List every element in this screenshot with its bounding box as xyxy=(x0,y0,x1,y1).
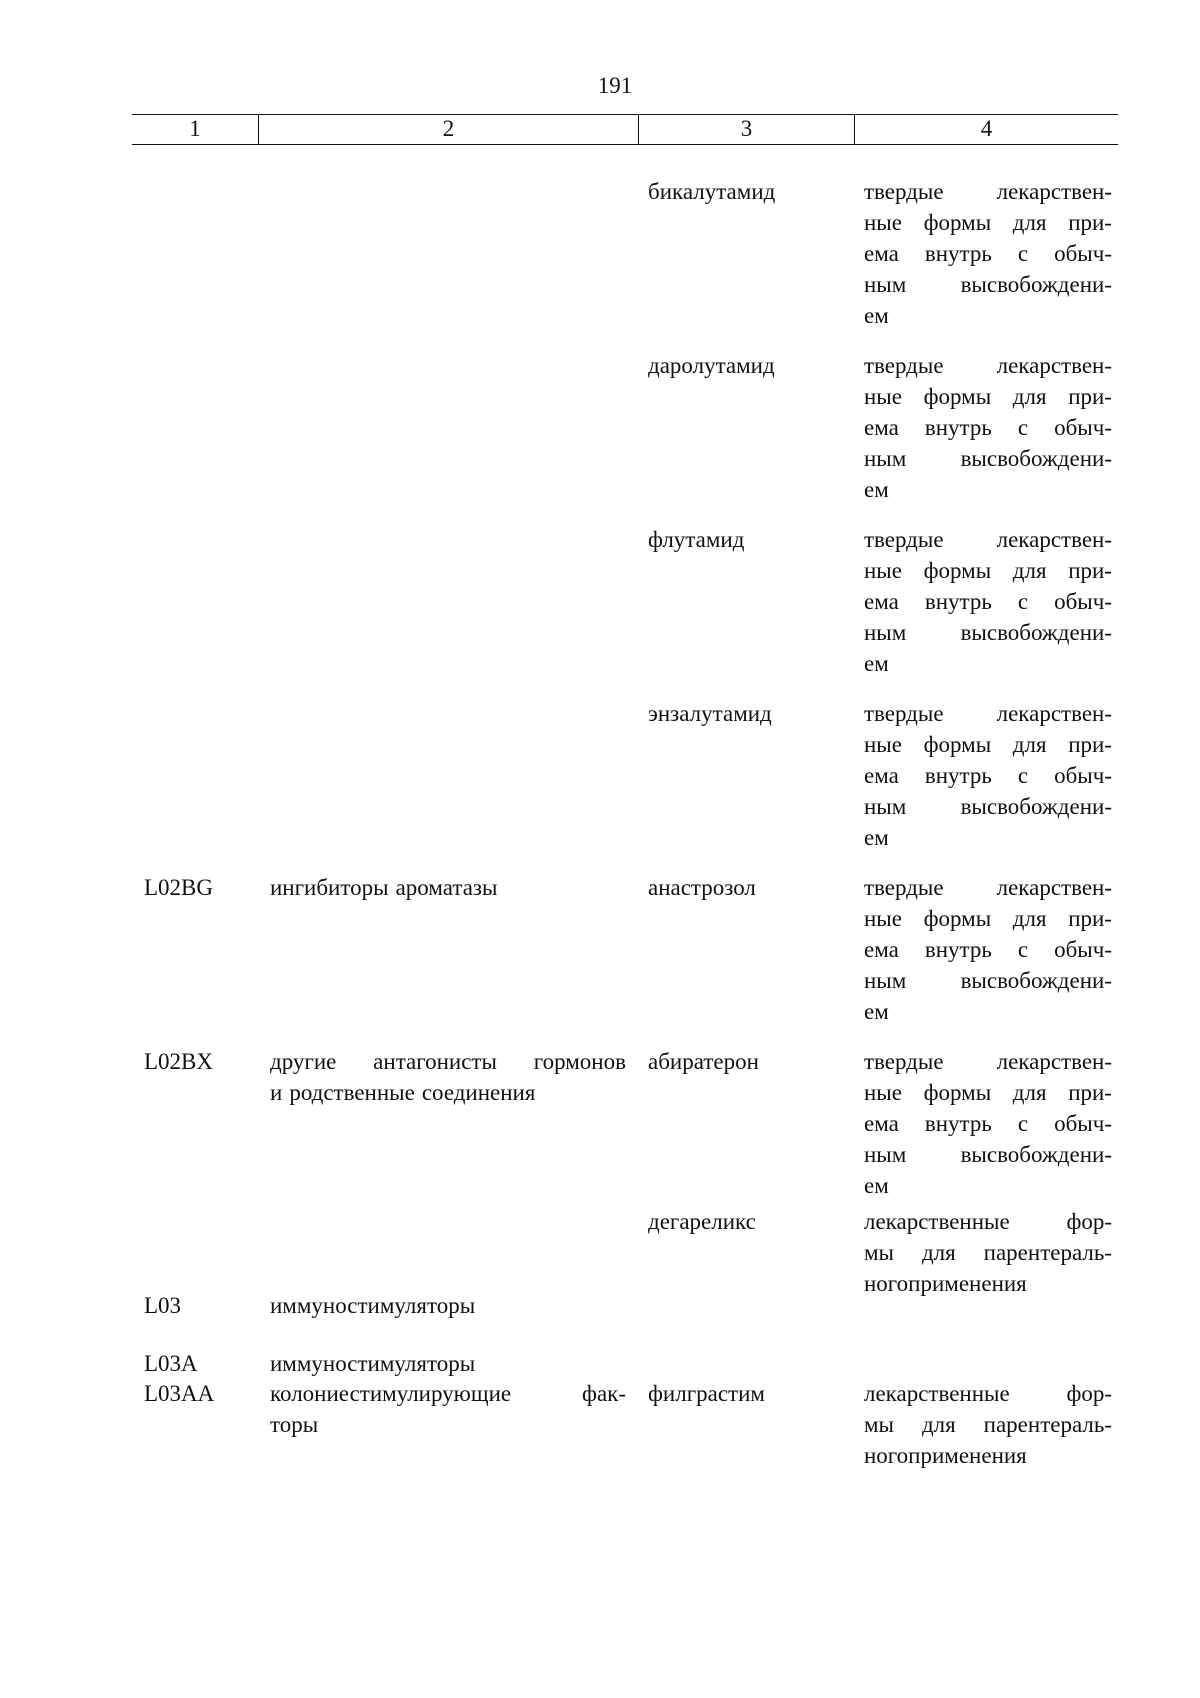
dosage-form-word: фор- xyxy=(1066,1381,1112,1406)
dosage-form-word: ного xyxy=(864,1271,909,1296)
dosage-form-word: ным xyxy=(864,620,907,645)
dosage-form-word: парентераль- xyxy=(983,1412,1112,1437)
dosage-form-word: ные xyxy=(864,732,902,757)
dosage-form-line xyxy=(864,903,1112,934)
group-name-word: соединения xyxy=(421,1080,536,1105)
group-name-word: ароматазы xyxy=(395,875,498,900)
dosage-form-line xyxy=(864,412,1112,443)
dosage-form-word: фор- xyxy=(1066,1209,1112,1234)
dosage-form-word: ным xyxy=(864,272,907,297)
drug-name: дегареликс xyxy=(648,1209,756,1234)
dosage-form-word: лекарствен- xyxy=(996,701,1112,726)
dosage-form-word: ем xyxy=(864,651,889,676)
dosage-form-line xyxy=(864,350,1112,381)
group-name-line xyxy=(270,1409,626,1440)
dosage-form-word: ем xyxy=(864,477,889,502)
dosage-form-line xyxy=(864,586,1112,617)
header-col-1: 1 xyxy=(189,116,201,141)
group-name-line xyxy=(270,1348,626,1379)
drug-name: абиратерон xyxy=(648,1049,759,1074)
group-name-word: фак- xyxy=(582,1381,626,1406)
dosage-form-word: мы xyxy=(864,1240,895,1265)
dosage-form-word: внутрь xyxy=(924,1111,992,1136)
dosage-form xyxy=(864,1206,1112,1299)
dosage-form-word: с xyxy=(1017,241,1029,266)
dosage-form-word: с xyxy=(1017,589,1029,614)
dosage-form-line xyxy=(864,1108,1112,1139)
dosage-form-line xyxy=(864,729,1112,760)
dosage-form xyxy=(864,1378,1112,1471)
page-number: 191 xyxy=(597,73,633,98)
drug-name: энзалутамид xyxy=(648,701,772,726)
dosage-form-word: ного xyxy=(864,1443,909,1468)
dosage-form-word: внутрь xyxy=(924,241,992,266)
dosage-form xyxy=(864,872,1112,1027)
dosage-form-word: лекарствен- xyxy=(996,1049,1112,1074)
dosage-form-line xyxy=(864,934,1112,965)
dosage-form-line xyxy=(864,1077,1112,1108)
group-name-line xyxy=(270,872,626,903)
dosage-form-word: высвобождени- xyxy=(960,620,1112,645)
dosage-form-line xyxy=(864,381,1112,412)
header-col-2: 2 xyxy=(258,115,638,144)
dosage-form-word: с xyxy=(1017,415,1029,440)
dosage-form-word: твердые xyxy=(864,1049,944,1074)
dosage-form-word: твердые xyxy=(864,875,944,900)
dosage-form-word: ные xyxy=(864,1080,902,1105)
dosage-form-word: ные xyxy=(864,384,902,409)
drug-name: флутамид xyxy=(648,527,745,552)
dosage-form-line xyxy=(864,1046,1112,1077)
dosage-form-word: с xyxy=(1017,763,1029,788)
dosage-form-word: обыч- xyxy=(1054,415,1112,440)
dosage-form-line xyxy=(864,176,1112,207)
dosage-form-line xyxy=(864,760,1112,791)
dosage-form xyxy=(864,1046,1112,1201)
group-name-word: гормонов xyxy=(533,1049,626,1074)
dosage-form-word: лекарственные xyxy=(864,1209,1010,1234)
header-col-4: 4 xyxy=(854,115,1118,144)
dosage-form-word: ема xyxy=(864,415,899,440)
anatomical-therapeutic-group xyxy=(270,872,626,903)
dosage-form-word: лекарствен- xyxy=(996,353,1112,378)
dosage-form-word: твердые xyxy=(864,179,944,204)
dosage-form-line xyxy=(864,443,1112,474)
dosage-form-word: внутрь xyxy=(924,415,992,440)
dosage-form-word: обыч- xyxy=(1054,241,1112,266)
dosage-form-word: парентераль- xyxy=(983,1240,1112,1265)
dosage-form-word: лекарствен- xyxy=(996,527,1112,552)
dosage-form-word: обыч- xyxy=(1054,589,1112,614)
dosage-form-word: ем xyxy=(864,303,889,328)
dosage-form-line xyxy=(864,1440,1112,1471)
dosage-form-line xyxy=(864,648,1112,679)
group-name-word: ингибиторы xyxy=(270,875,389,900)
dosage-form-word: твердые xyxy=(864,527,944,552)
group-name-word: колониестимулирующие xyxy=(270,1381,512,1406)
anatomical-therapeutic-group xyxy=(270,1290,626,1321)
dosage-form-word: ные xyxy=(864,558,902,583)
dosage-form-word: для xyxy=(1012,732,1047,757)
dosage-form-word: ема xyxy=(864,241,899,266)
group-name-line xyxy=(270,1290,626,1321)
dosage-form-word: формы xyxy=(923,906,992,931)
dosage-form-word: ным xyxy=(864,1142,907,1167)
dosage-form-line xyxy=(864,822,1112,853)
dosage-form-line xyxy=(864,617,1112,648)
dosage-form-word: лекарствен- xyxy=(996,875,1112,900)
drug-name: анастрозол xyxy=(648,875,756,900)
dosage-form-word: при- xyxy=(1068,906,1112,931)
dosage-form-word: внутрь xyxy=(924,937,992,962)
dosage-form-word: для xyxy=(1012,906,1047,931)
dosage-form xyxy=(864,524,1112,679)
dosage-form-word: обыч- xyxy=(1054,937,1112,962)
dosage-form-line xyxy=(864,1237,1112,1268)
dosage-form-word: ем xyxy=(864,999,889,1024)
dosage-form-word: твердые xyxy=(864,701,944,726)
group-name-line xyxy=(270,1378,626,1409)
group-name-word: антагонисты xyxy=(373,1049,497,1074)
dosage-form-line xyxy=(864,1206,1112,1237)
drug-name: филграстим xyxy=(648,1381,765,1406)
dosage-form-word: для xyxy=(1012,558,1047,583)
dosage-form-line xyxy=(864,207,1112,238)
dosage-form-word: ема xyxy=(864,763,899,788)
dosage-form-word: при- xyxy=(1068,558,1112,583)
dosage-form-line xyxy=(864,1378,1112,1409)
dosage-form-word: лекарствен- xyxy=(996,179,1112,204)
dosage-form-word: с xyxy=(1017,937,1029,962)
dosage-form-word: формы xyxy=(923,210,992,235)
atc-code: L02BG xyxy=(144,875,213,900)
group-name-word: торы xyxy=(270,1412,319,1437)
anatomical-therapeutic-group xyxy=(270,1348,626,1379)
dosage-form-word: лекарственные xyxy=(864,1381,1010,1406)
dosage-form-word: ным xyxy=(864,968,907,993)
anatomical-therapeutic-group xyxy=(270,1378,626,1440)
dosage-form-line xyxy=(864,1409,1112,1440)
dosage-form-word: ным xyxy=(864,446,907,471)
dosage-form xyxy=(864,698,1112,853)
dosage-form-word: высвобождени- xyxy=(960,272,1112,297)
atc-code: L02BX xyxy=(144,1049,213,1074)
group-name-word: другие xyxy=(270,1049,337,1074)
dosage-form-word: ным xyxy=(864,794,907,819)
dosage-form-word: для xyxy=(1012,384,1047,409)
anatomical-therapeutic-group xyxy=(270,1046,626,1108)
dosage-form-word: формы xyxy=(923,732,992,757)
group-name-word: и xyxy=(270,1080,283,1105)
dosage-form-line xyxy=(864,965,1112,996)
dosage-form-word: внутрь xyxy=(924,589,992,614)
dosage-form-word: высвобождени- xyxy=(960,968,1112,993)
dosage-form-word: обыч- xyxy=(1054,1111,1112,1136)
dosage-form-word: для xyxy=(921,1240,956,1265)
dosage-form-word: ема xyxy=(864,1111,899,1136)
dosage-form-word: для xyxy=(1012,1080,1047,1105)
dosage-form-line xyxy=(864,872,1112,903)
dosage-form-word: высвобождени- xyxy=(960,446,1112,471)
dosage-form-line xyxy=(864,474,1112,505)
dosage-form-word: высвобождени- xyxy=(960,1142,1112,1167)
dosage-form-line xyxy=(864,524,1112,555)
group-name-line xyxy=(270,1046,626,1077)
group-name-word: иммуностимуляторы xyxy=(270,1351,476,1376)
dosage-form-word: формы xyxy=(923,1080,992,1105)
dosage-form-line xyxy=(864,1268,1112,1299)
dosage-form-word: при- xyxy=(1068,1080,1112,1105)
dosage-form-word: внутрь xyxy=(924,763,992,788)
atc-code: L03A xyxy=(144,1351,198,1376)
dosage-form-word: при- xyxy=(1068,732,1112,757)
dosage-form-line xyxy=(864,791,1112,822)
dosage-form xyxy=(864,350,1112,505)
header-col-3: 3 xyxy=(638,115,854,144)
dosage-form-word: ные xyxy=(864,906,902,931)
dosage-form-word: формы xyxy=(923,558,992,583)
dosage-form-word: ем xyxy=(864,1173,889,1198)
dosage-form-line xyxy=(864,269,1112,300)
dosage-form-word: применения xyxy=(908,1271,1027,1296)
dosage-form-word: для xyxy=(1012,210,1047,235)
dosage-form-line xyxy=(864,555,1112,586)
dosage-form-word: с xyxy=(1017,1111,1029,1136)
table-header xyxy=(132,114,1118,145)
dosage-form-word: ема xyxy=(864,937,899,962)
dosage-form-word: ем xyxy=(864,825,889,850)
group-name-line xyxy=(270,1077,626,1108)
atc-code: L03 xyxy=(144,1293,182,1318)
dosage-form-word: применения xyxy=(908,1443,1027,1468)
dosage-form xyxy=(864,176,1112,331)
dosage-form-word: мы xyxy=(864,1412,895,1437)
drug-name: даролутамид xyxy=(648,353,775,378)
drug-name: бикалутамид xyxy=(648,179,776,204)
dosage-form-word: при- xyxy=(1068,384,1112,409)
dosage-form-word: твердые xyxy=(864,353,944,378)
dosage-form-line xyxy=(864,1139,1112,1170)
dosage-form-line xyxy=(864,238,1112,269)
dosage-form-line xyxy=(864,996,1112,1027)
dosage-form-word: для xyxy=(921,1412,956,1437)
atc-code: L03AA xyxy=(144,1381,215,1406)
dosage-form-word: формы xyxy=(923,384,992,409)
dosage-form-word: обыч- xyxy=(1054,763,1112,788)
dosage-form-word: высвобождени- xyxy=(960,794,1112,819)
dosage-form-word: ные xyxy=(864,210,902,235)
dosage-form-word: ема xyxy=(864,589,899,614)
group-name-word: родственные xyxy=(289,1080,415,1105)
group-name-word: иммуностимуляторы xyxy=(270,1293,476,1318)
dosage-form-line xyxy=(864,698,1112,729)
dosage-form-line xyxy=(864,300,1112,331)
dosage-form-word: при- xyxy=(1068,210,1112,235)
dosage-form-line xyxy=(864,1170,1112,1201)
